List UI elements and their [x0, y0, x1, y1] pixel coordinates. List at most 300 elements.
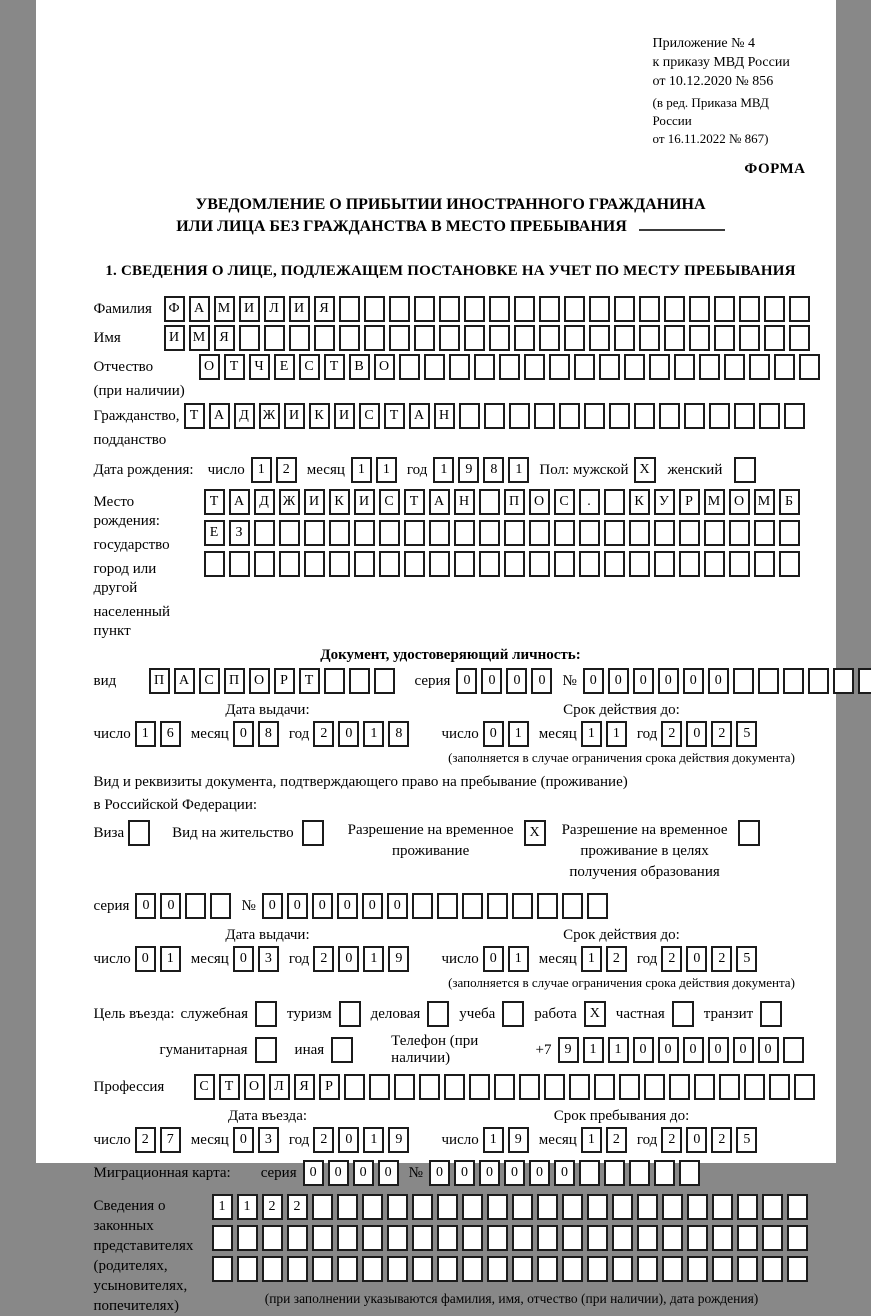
char-box[interactable]: 0: [233, 1127, 254, 1153]
char-box[interactable]: [504, 551, 525, 577]
char-box[interactable]: [537, 1194, 558, 1220]
char-box[interactable]: [634, 403, 655, 429]
char-box[interactable]: 1: [363, 946, 384, 972]
char-box[interactable]: [387, 1225, 408, 1251]
char-box[interactable]: 2: [313, 946, 334, 972]
char-box[interactable]: [762, 1256, 783, 1282]
char-box[interactable]: [429, 520, 450, 546]
char-box[interactable]: И: [284, 403, 305, 429]
char-box[interactable]: [679, 551, 700, 577]
char-box[interactable]: 0: [483, 946, 504, 972]
char-box[interactable]: [389, 325, 410, 351]
char-box[interactable]: [604, 551, 625, 577]
female-checkbox[interactable]: [734, 457, 756, 483]
male-checkbox[interactable]: X: [634, 457, 656, 483]
char-box[interactable]: [254, 551, 275, 577]
char-box[interactable]: П: [149, 668, 170, 694]
char-box[interactable]: 1: [237, 1194, 258, 1220]
char-box[interactable]: [337, 1194, 358, 1220]
char-box[interactable]: [487, 1225, 508, 1251]
char-box[interactable]: [459, 403, 480, 429]
char-box[interactable]: [662, 1256, 683, 1282]
char-box[interactable]: 1: [376, 457, 397, 483]
char-box[interactable]: [454, 551, 475, 577]
char-box[interactable]: 1: [608, 1037, 629, 1063]
char-box[interactable]: [784, 403, 805, 429]
char-box[interactable]: [529, 520, 550, 546]
purpose-work-checkbox[interactable]: X: [584, 1001, 606, 1027]
char-box[interactable]: [537, 1225, 558, 1251]
char-box[interactable]: .: [579, 489, 600, 515]
char-box[interactable]: [464, 325, 485, 351]
char-box[interactable]: [362, 1256, 383, 1282]
char-box[interactable]: С: [194, 1074, 215, 1100]
char-box[interactable]: [729, 520, 750, 546]
char-box[interactable]: 1: [351, 457, 372, 483]
char-box[interactable]: А: [209, 403, 230, 429]
char-box[interactable]: [412, 893, 433, 919]
char-box[interactable]: [644, 1074, 665, 1100]
char-box[interactable]: [312, 1256, 333, 1282]
visa-checkbox[interactable]: [128, 820, 150, 846]
char-box[interactable]: [394, 1074, 415, 1100]
char-box[interactable]: [787, 1194, 808, 1220]
char-box[interactable]: А: [409, 403, 430, 429]
char-box[interactable]: [619, 1074, 640, 1100]
char-box[interactable]: [464, 296, 485, 322]
char-box[interactable]: [562, 1194, 583, 1220]
char-box[interactable]: 3: [258, 946, 279, 972]
char-box[interactable]: Р: [679, 489, 700, 515]
char-box[interactable]: А: [229, 489, 250, 515]
char-box[interactable]: 1: [508, 946, 529, 972]
char-box[interactable]: 0: [708, 1037, 729, 1063]
char-box[interactable]: [744, 1074, 765, 1100]
char-box[interactable]: Ж: [259, 403, 280, 429]
char-box[interactable]: [769, 1074, 790, 1100]
char-box[interactable]: 0: [135, 893, 156, 919]
char-box[interactable]: 2: [661, 721, 682, 747]
char-box[interactable]: [684, 403, 705, 429]
char-box[interactable]: [519, 1074, 540, 1100]
char-box[interactable]: 2: [606, 1127, 627, 1153]
char-box[interactable]: 7: [160, 1127, 181, 1153]
char-box[interactable]: [469, 1074, 490, 1100]
char-box[interactable]: И: [164, 325, 185, 351]
char-box[interactable]: [624, 354, 645, 380]
char-box[interactable]: [783, 1037, 804, 1063]
char-box[interactable]: [612, 1194, 633, 1220]
char-box[interactable]: [637, 1225, 658, 1251]
char-box[interactable]: 0: [287, 893, 308, 919]
char-box[interactable]: П: [224, 668, 245, 694]
char-box[interactable]: [462, 893, 483, 919]
char-box[interactable]: [649, 354, 670, 380]
char-box[interactable]: [539, 296, 560, 322]
char-box[interactable]: [759, 403, 780, 429]
char-box[interactable]: [699, 354, 720, 380]
char-box[interactable]: 0: [353, 1160, 374, 1186]
char-box[interactable]: И: [239, 296, 260, 322]
char-box[interactable]: 9: [458, 457, 479, 483]
char-box[interactable]: С: [379, 489, 400, 515]
char-box[interactable]: 2: [135, 1127, 156, 1153]
char-box[interactable]: [589, 296, 610, 322]
char-box[interactable]: [489, 296, 510, 322]
char-box[interactable]: [612, 1256, 633, 1282]
char-box[interactable]: [554, 551, 575, 577]
char-box[interactable]: С: [199, 668, 220, 694]
char-box[interactable]: [739, 325, 760, 351]
char-box[interactable]: [579, 551, 600, 577]
char-box[interactable]: 0: [683, 1037, 704, 1063]
char-box[interactable]: 1: [508, 721, 529, 747]
char-box[interactable]: 2: [313, 721, 334, 747]
char-box[interactable]: [512, 1225, 533, 1251]
char-box[interactable]: Б: [779, 489, 800, 515]
char-box[interactable]: [204, 551, 225, 577]
char-box[interactable]: Д: [254, 489, 275, 515]
char-box[interactable]: [264, 325, 285, 351]
char-box[interactable]: О: [249, 668, 270, 694]
char-box[interactable]: [574, 354, 595, 380]
char-box[interactable]: [689, 296, 710, 322]
char-box[interactable]: [719, 1074, 740, 1100]
char-box[interactable]: 0: [362, 893, 383, 919]
char-box[interactable]: [637, 1194, 658, 1220]
char-box[interactable]: [414, 296, 435, 322]
char-box[interactable]: [659, 403, 680, 429]
char-box[interactable]: 1: [581, 721, 602, 747]
char-box[interactable]: [604, 489, 625, 515]
char-box[interactable]: 0: [338, 1127, 359, 1153]
char-box[interactable]: [254, 520, 275, 546]
char-box[interactable]: 0: [583, 668, 604, 694]
char-box[interactable]: О: [374, 354, 395, 380]
char-box[interactable]: [212, 1225, 233, 1251]
char-box[interactable]: [654, 1160, 675, 1186]
title-blank-underline[interactable]: [639, 217, 725, 231]
char-box[interactable]: [354, 551, 375, 577]
purpose-tourism-checkbox[interactable]: [339, 1001, 361, 1027]
char-box[interactable]: 0: [338, 721, 359, 747]
char-box[interactable]: [364, 325, 385, 351]
char-box[interactable]: [262, 1225, 283, 1251]
char-box[interactable]: [629, 520, 650, 546]
char-box[interactable]: 0: [429, 1160, 450, 1186]
char-box[interactable]: [599, 354, 620, 380]
char-box[interactable]: 2: [262, 1194, 283, 1220]
char-box[interactable]: [762, 1225, 783, 1251]
char-box[interactable]: [664, 325, 685, 351]
char-box[interactable]: [262, 1256, 283, 1282]
char-box[interactable]: Н: [434, 403, 455, 429]
char-box[interactable]: 8: [258, 721, 279, 747]
char-box[interactable]: Ж: [279, 489, 300, 515]
char-box[interactable]: 9: [508, 1127, 529, 1153]
char-box[interactable]: 0: [387, 893, 408, 919]
char-box[interactable]: [484, 403, 505, 429]
char-box[interactable]: 8: [388, 721, 409, 747]
char-box[interactable]: [639, 325, 660, 351]
char-box[interactable]: [337, 1256, 358, 1282]
char-box[interactable]: [437, 1225, 458, 1251]
char-box[interactable]: [487, 893, 508, 919]
char-box[interactable]: [439, 325, 460, 351]
char-box[interactable]: 9: [388, 946, 409, 972]
char-box[interactable]: [329, 551, 350, 577]
char-box[interactable]: [524, 354, 545, 380]
char-box[interactable]: 2: [711, 721, 732, 747]
char-box[interactable]: [569, 1074, 590, 1100]
char-box[interactable]: [462, 1194, 483, 1220]
char-box[interactable]: [579, 1160, 600, 1186]
char-box[interactable]: 0: [554, 1160, 575, 1186]
char-box[interactable]: 1: [251, 457, 272, 483]
char-box[interactable]: 5: [736, 1127, 757, 1153]
char-box[interactable]: [754, 520, 775, 546]
char-box[interactable]: З: [229, 520, 250, 546]
char-box[interactable]: 0: [481, 668, 502, 694]
char-box[interactable]: Я: [214, 325, 235, 351]
char-box[interactable]: [509, 403, 530, 429]
char-box[interactable]: Т: [219, 1074, 240, 1100]
char-box[interactable]: [808, 668, 829, 694]
char-box[interactable]: [737, 1194, 758, 1220]
char-box[interactable]: [212, 1256, 233, 1282]
char-box[interactable]: [414, 325, 435, 351]
char-box[interactable]: [462, 1256, 483, 1282]
char-box[interactable]: С: [554, 489, 575, 515]
char-box[interactable]: [479, 551, 500, 577]
char-box[interactable]: Т: [299, 668, 320, 694]
char-box[interactable]: [312, 1225, 333, 1251]
char-box[interactable]: [279, 551, 300, 577]
char-box[interactable]: О: [199, 354, 220, 380]
char-box[interactable]: [379, 551, 400, 577]
char-box[interactable]: [494, 1074, 515, 1100]
char-box[interactable]: 0: [633, 668, 654, 694]
char-box[interactable]: [629, 551, 650, 577]
char-box[interactable]: [312, 1194, 333, 1220]
char-box[interactable]: [314, 325, 335, 351]
char-box[interactable]: [687, 1225, 708, 1251]
char-box[interactable]: 8: [483, 457, 504, 483]
char-box[interactable]: [579, 520, 600, 546]
char-box[interactable]: [387, 1256, 408, 1282]
char-box[interactable]: [289, 325, 310, 351]
char-box[interactable]: [539, 325, 560, 351]
char-box[interactable]: [337, 1225, 358, 1251]
char-box[interactable]: [339, 296, 360, 322]
char-box[interactable]: [687, 1256, 708, 1282]
char-box[interactable]: Т: [404, 489, 425, 515]
char-box[interactable]: [437, 1256, 458, 1282]
char-box[interactable]: 1: [483, 1127, 504, 1153]
char-box[interactable]: [287, 1225, 308, 1251]
purpose-official-checkbox[interactable]: [255, 1001, 277, 1027]
char-box[interactable]: 0: [454, 1160, 475, 1186]
purpose-study-checkbox[interactable]: [502, 1001, 524, 1027]
char-box[interactable]: [587, 1194, 608, 1220]
char-box[interactable]: [512, 893, 533, 919]
char-box[interactable]: [489, 325, 510, 351]
char-box[interactable]: 0: [233, 721, 254, 747]
char-box[interactable]: 0: [135, 946, 156, 972]
char-box[interactable]: [764, 296, 785, 322]
char-box[interactable]: [674, 354, 695, 380]
char-box[interactable]: Д: [234, 403, 255, 429]
char-box[interactable]: О: [529, 489, 550, 515]
char-box[interactable]: 1: [433, 457, 454, 483]
char-box[interactable]: Т: [224, 354, 245, 380]
char-box[interactable]: [733, 668, 754, 694]
char-box[interactable]: [354, 520, 375, 546]
char-box[interactable]: [694, 1074, 715, 1100]
char-box[interactable]: 0: [686, 1127, 707, 1153]
char-box[interactable]: [587, 893, 608, 919]
char-box[interactable]: [462, 1225, 483, 1251]
char-box[interactable]: 0: [531, 668, 552, 694]
char-box[interactable]: 0: [683, 668, 704, 694]
char-box[interactable]: [587, 1256, 608, 1282]
char-box[interactable]: [794, 1074, 815, 1100]
char-box[interactable]: [304, 551, 325, 577]
char-box[interactable]: М: [704, 489, 725, 515]
char-box[interactable]: [474, 354, 495, 380]
char-box[interactable]: [737, 1256, 758, 1282]
char-box[interactable]: [499, 354, 520, 380]
char-box[interactable]: 0: [686, 721, 707, 747]
char-box[interactable]: К: [629, 489, 650, 515]
char-box[interactable]: [714, 325, 735, 351]
char-box[interactable]: [704, 520, 725, 546]
char-box[interactable]: 2: [711, 946, 732, 972]
char-box[interactable]: [754, 551, 775, 577]
char-box[interactable]: 1: [508, 457, 529, 483]
char-box[interactable]: [739, 296, 760, 322]
char-box[interactable]: [559, 403, 580, 429]
char-box[interactable]: К: [309, 403, 330, 429]
residence-permit-checkbox[interactable]: [302, 820, 324, 846]
char-box[interactable]: [339, 325, 360, 351]
char-box[interactable]: [669, 1074, 690, 1100]
char-box[interactable]: [629, 1160, 650, 1186]
char-box[interactable]: 0: [529, 1160, 550, 1186]
char-box[interactable]: [654, 551, 675, 577]
char-box[interactable]: [787, 1256, 808, 1282]
char-box[interactable]: [412, 1256, 433, 1282]
char-box[interactable]: [689, 325, 710, 351]
char-box[interactable]: 3: [258, 1127, 279, 1153]
char-box[interactable]: [737, 1225, 758, 1251]
char-box[interactable]: 0: [708, 668, 729, 694]
char-box[interactable]: [564, 296, 585, 322]
char-box[interactable]: [349, 668, 370, 694]
char-box[interactable]: [287, 1256, 308, 1282]
char-box[interactable]: [454, 520, 475, 546]
char-box[interactable]: 0: [160, 893, 181, 919]
char-box[interactable]: [609, 403, 630, 429]
char-box[interactable]: Л: [269, 1074, 290, 1100]
char-box[interactable]: [279, 520, 300, 546]
char-box[interactable]: [679, 520, 700, 546]
char-box[interactable]: [562, 1225, 583, 1251]
char-box[interactable]: [387, 1194, 408, 1220]
char-box[interactable]: [749, 354, 770, 380]
char-box[interactable]: 0: [483, 721, 504, 747]
char-box[interactable]: [562, 1256, 583, 1282]
char-box[interactable]: [404, 551, 425, 577]
char-box[interactable]: [637, 1256, 658, 1282]
char-box[interactable]: [783, 668, 804, 694]
purpose-other-checkbox[interactable]: [331, 1037, 353, 1063]
char-box[interactable]: [664, 296, 685, 322]
char-box[interactable]: [779, 520, 800, 546]
char-box[interactable]: [764, 325, 785, 351]
char-box[interactable]: [662, 1225, 683, 1251]
char-box[interactable]: [439, 296, 460, 322]
char-box[interactable]: Ч: [249, 354, 270, 380]
char-box[interactable]: 0: [733, 1037, 754, 1063]
char-box[interactable]: 2: [711, 1127, 732, 1153]
char-box[interactable]: [639, 296, 660, 322]
char-box[interactable]: [549, 354, 570, 380]
char-box[interactable]: [584, 403, 605, 429]
char-box[interactable]: [412, 1225, 433, 1251]
char-box[interactable]: [654, 520, 675, 546]
char-box[interactable]: А: [429, 489, 450, 515]
char-box[interactable]: 9: [388, 1127, 409, 1153]
char-box[interactable]: 0: [506, 668, 527, 694]
char-box[interactable]: Т: [384, 403, 405, 429]
char-box[interactable]: 0: [303, 1160, 324, 1186]
char-box[interactable]: [512, 1256, 533, 1282]
char-box[interactable]: 0: [328, 1160, 349, 1186]
char-box[interactable]: 5: [736, 721, 757, 747]
char-box[interactable]: [833, 668, 854, 694]
char-box[interactable]: А: [174, 668, 195, 694]
char-box[interactable]: [712, 1225, 733, 1251]
char-box[interactable]: 0: [233, 946, 254, 972]
char-box[interactable]: К: [329, 489, 350, 515]
char-box[interactable]: [589, 325, 610, 351]
char-box[interactable]: 0: [758, 1037, 779, 1063]
char-box[interactable]: [512, 1194, 533, 1220]
char-box[interactable]: П: [504, 489, 525, 515]
char-box[interactable]: 9: [558, 1037, 579, 1063]
char-box[interactable]: [544, 1074, 565, 1100]
char-box[interactable]: [712, 1256, 733, 1282]
purpose-humanitarian-checkbox[interactable]: [255, 1037, 277, 1063]
char-box[interactable]: [562, 893, 583, 919]
char-box[interactable]: [514, 296, 535, 322]
char-box[interactable]: И: [354, 489, 375, 515]
purpose-private-checkbox[interactable]: [672, 1001, 694, 1027]
purpose-transit-checkbox[interactable]: [760, 1001, 782, 1027]
char-box[interactable]: [729, 551, 750, 577]
char-box[interactable]: Н: [454, 489, 475, 515]
char-box[interactable]: [774, 354, 795, 380]
char-box[interactable]: 1: [606, 721, 627, 747]
char-box[interactable]: [787, 1225, 808, 1251]
char-box[interactable]: [329, 520, 350, 546]
char-box[interactable]: [704, 551, 725, 577]
char-box[interactable]: [210, 893, 231, 919]
char-box[interactable]: У: [654, 489, 675, 515]
char-box[interactable]: [237, 1256, 258, 1282]
char-box[interactable]: 1: [581, 946, 602, 972]
